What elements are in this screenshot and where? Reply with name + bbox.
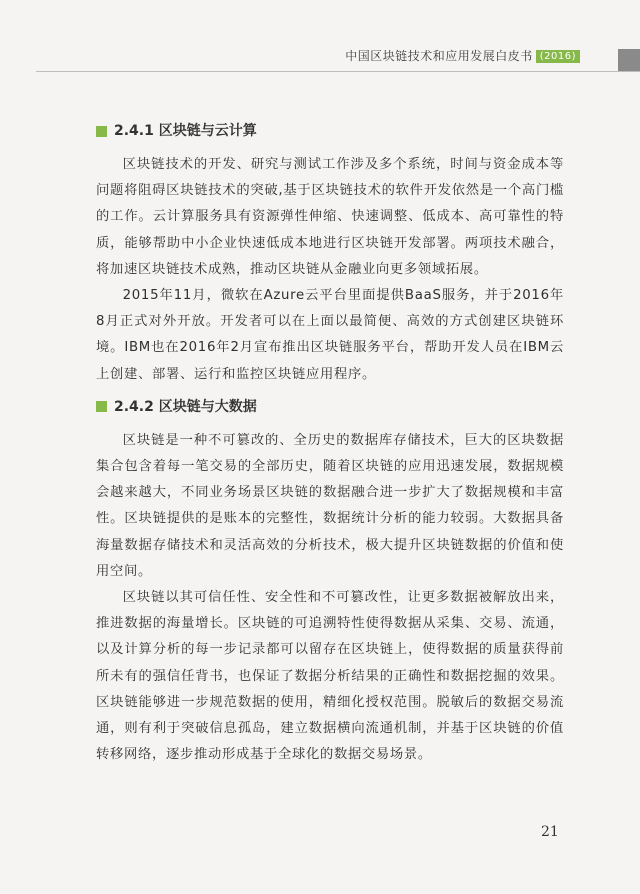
header-gray-block xyxy=(618,49,640,71)
header-rule xyxy=(36,71,640,72)
section-heading xyxy=(96,120,564,142)
square-bullet-icon xyxy=(96,401,107,412)
paragraph: 区块链以其可信任性、安全性和不可篡改性，让更多数据被解放出来，推进数据的海量增长。区块链的可追溯特性使得数据从采集、交易、流通，以及计算分析的每一步记录都可以留存在区块链上，使得数据的质量获得前所未有的强信任背书，也保证了数据分析结果的正确性和数据挖掘的效果。区块链能够进一步规范数据的使用，精细化授权范围。脱敏后的数据交易流通，则有利于突破信息孤岛，建立数据横向流通机制，并基于区块链的价值转移网络，逐步推动形成基于全球化的数据交易场景。 xyxy=(96,590,564,763)
paragraph: 区块链是一种不可篡改的、全历史的数据库存储技术，巨大的区块数据集合包含着每一笔交易的全部历史，随着区块链的应用迅速发展，数据规模会越来越大，不同业务场景区块链的数据融合进一步扩大了数据规模和丰富性。区块链提供的是账本的完整性，数据统计分析的能力较弱。大数据具备海量数据存储技术和灵活高效的分析技术，极大提升区块链数据的价值和使用空间。 xyxy=(96,432,564,579)
square-bullet-icon xyxy=(96,126,107,137)
page-number: 21 xyxy=(541,824,559,840)
section-heading-text: 2.4.1 区块链与云计算 xyxy=(114,123,257,139)
section-heading xyxy=(96,396,564,418)
year-badge: (2016) xyxy=(536,50,580,63)
paragraph: 2015年11月，微软在Azure云平台里面提供BaaS服务，并于2016年8月正式对外开放。开发者可以在上面以最简便、高效的方式创建区块链环境。IBM也在2016年2月宣布推出区块链服务平台，帮助开发人员在IBM云上创建、部署、运行和监控区块链应用程序。 xyxy=(96,288,564,382)
page-header xyxy=(0,0,640,80)
book-title: 中国区块链技术和应用发展白皮书 xyxy=(345,49,533,63)
page-body xyxy=(96,120,564,768)
running-header xyxy=(345,47,580,64)
paragraph: 区块链技术的开发、研究与测试工作涉及多个系统，时间与资金成本等问题将阻碍区块链技术的突破,基于区块链技术的软件开发依然是一个高门槛的工作。云计算服务具有资源弹性伸缩、快速调整、低成本、高可靠性的特质，能够帮助中小企业快速低成本地进行区块链开发部署。两项技术融合，将加速区块链技术成熟，推动区块链从金融业向更多领域拓展。 xyxy=(96,157,564,277)
section-heading-text: 2.4.2 区块链与大数据 xyxy=(114,398,257,415)
